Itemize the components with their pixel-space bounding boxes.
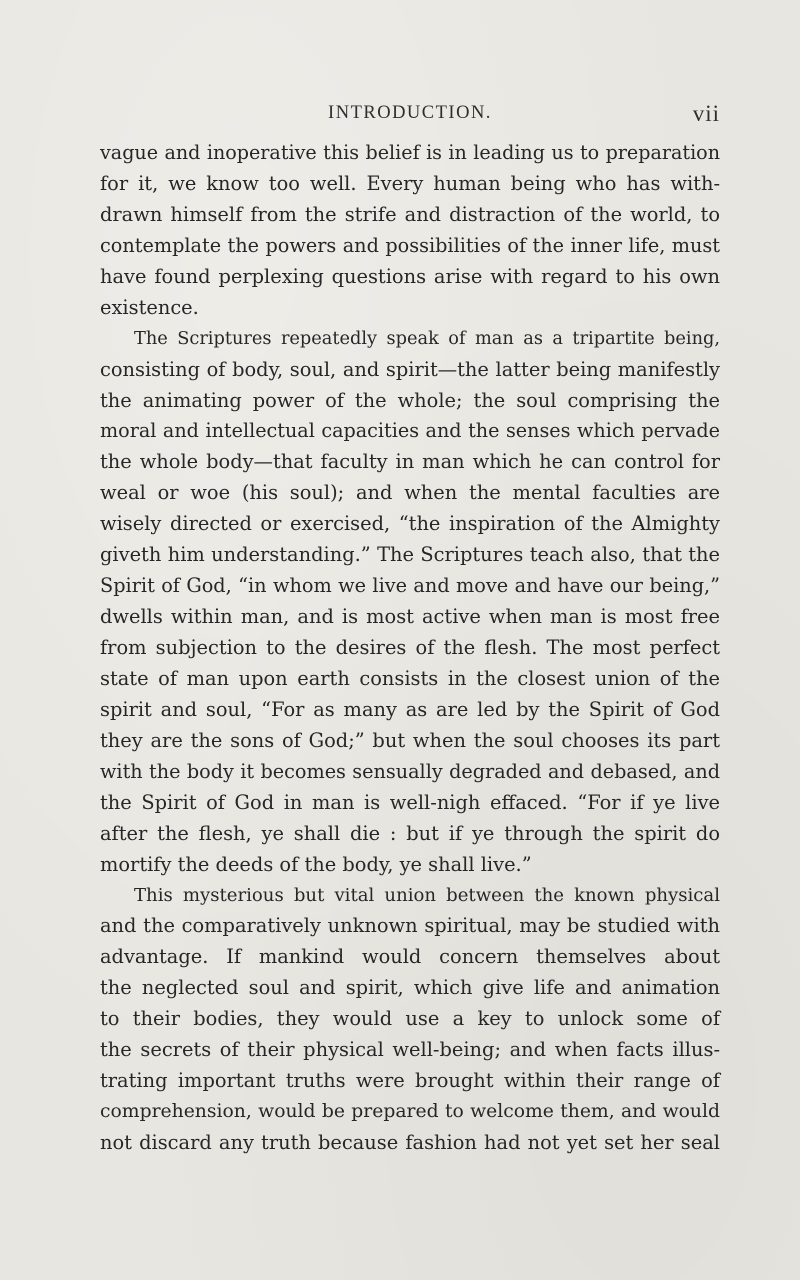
text-line: This mysterious but vital union between the known physical	[134, 884, 720, 906]
text-line: trating important truths were brought within their range of	[100, 1069, 720, 1093]
text-line: for it, we know too well. Every human being who has with-	[100, 171, 720, 195]
text-line: giveth him understanding.” The Scriptures teach also, that the	[100, 543, 720, 567]
text-line: state of man upon earth consists in the closest union of the	[100, 666, 720, 690]
text-line: vague and inoperative this belief is in leading us to preparation	[100, 141, 720, 164]
text-line: have found perplexing questions arise with regard to his own	[100, 264, 720, 288]
text-line: comprehension, would be prepared to welcome them, and would	[100, 1101, 720, 1123]
text-line: spirit and soul, “For as many as are led by the Spirit of God	[100, 697, 720, 721]
text-line: mortify the deeds of the body, ye shall live.”	[100, 852, 532, 876]
text-line: advantage. If mankind would concern themselves about	[100, 945, 720, 969]
text-line: the Spirit of God in man is well-nigh effaced. “For if ye live	[100, 790, 720, 814]
paragraph-3	[100, 881, 720, 1159]
body-text	[100, 138, 720, 1159]
running-title: INTRODUCTION.	[328, 103, 492, 123]
text-line: the neglected soul and spirit, which give life and animation	[100, 976, 720, 1000]
text-line: Spirit of God, “in whom we live and move and have our being,”	[100, 574, 720, 598]
paragraph-1	[100, 138, 720, 324]
text-line: drawn himself from the strife and distraction of the world, to	[100, 202, 720, 226]
text-line: dwells within man, and is most active when man is most free	[100, 605, 720, 629]
text-line: the secrets of their physical well-being; and when facts illus-	[100, 1038, 720, 1062]
text-line: not discard any truth because fashion had not yet set her seal	[100, 1131, 720, 1154]
paragraph-2	[100, 324, 720, 881]
text-line: to their bodies, they would use a key to unlock some of	[100, 1007, 720, 1031]
text-line: from subjection to the desires of the flesh. The most perfect	[100, 636, 720, 659]
text-line: moral and intellectual capacities and the senses which pervade	[100, 419, 720, 443]
running-head	[100, 103, 720, 135]
text-line: weal or woe (his soul); and when the mental faculties are	[100, 481, 720, 505]
text-line: the whole body—that faculty in man which he can control for	[100, 450, 720, 474]
text-line: contemplate the powers and possibilities of the inner life, must	[100, 233, 720, 257]
text-line: consisting of body, soul, and spirit—the latter being manifestly	[100, 357, 720, 381]
text-line: they are the sons of God;” but when the soul chooses its part	[100, 728, 720, 752]
text-line: with the body it becomes sensually degraded and debased, and	[100, 759, 720, 783]
text-line: The Scriptures repeatedly speak of man as a tripartite being,	[134, 328, 720, 349]
text-line: the animating power of the whole; the soul comprising the	[100, 388, 720, 412]
page-number: vii	[692, 101, 720, 126]
text-line: and the comparatively unknown spiritual, may be studied with	[100, 914, 720, 938]
text-line: existence.	[100, 295, 199, 319]
text-line: after the flesh, ye shall die : but if ye through the spirit do	[100, 821, 720, 845]
text-line: wisely directed or exercised, “the inspiration of the Almighty	[100, 512, 720, 536]
